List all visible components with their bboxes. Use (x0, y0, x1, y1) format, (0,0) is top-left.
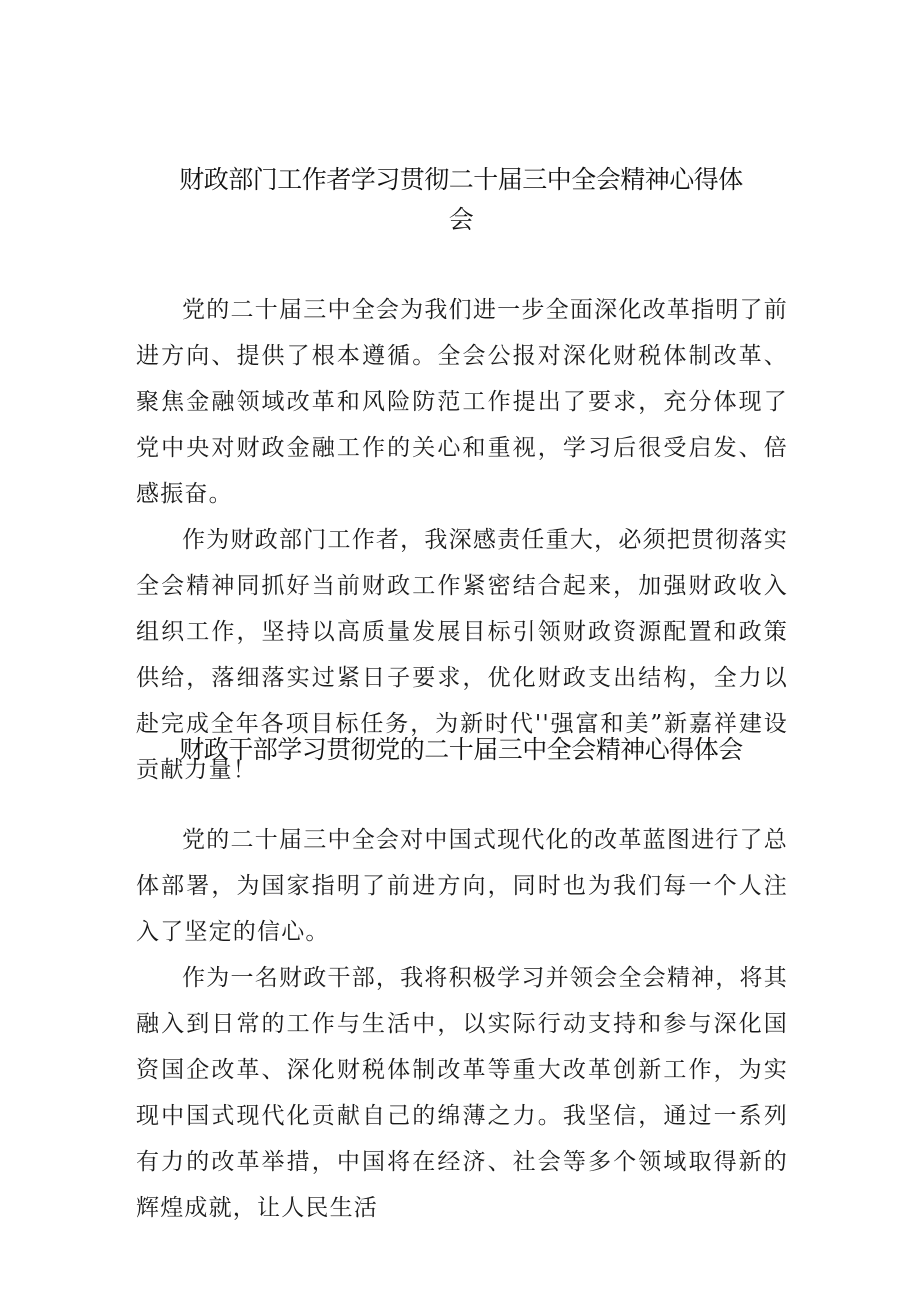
article-1-paragraph-1: 党的二十届三中全会为我们进一步全面深化改革指明了前进方向、提供了根本遵循。全会公报对深化财税体制改革、聚焦金融领域改革和风险防范工作提出了要求，充分体现了党中央对财政金融工作的关心和重视，学习后很受启发、倍感振奋。 (136, 297, 788, 507)
article-2-paragraph-1: 党的二十届三中全会对中国式现代化的改革蓝图进行了总体部署，为国家指明了前进方向，同时也为我们每一个人注入了坚定的信心。 (136, 827, 788, 945)
article-1-title-line-1: 财政部门工作者学习贯彻二十届三中全会精神心得体 (179, 165, 743, 194)
article-2-body (136, 817, 788, 1231)
article-2-title-line-1: 财政干部学习贯彻党的二十届三中全会精神心得体会 (179, 735, 743, 764)
article-1-body (136, 287, 788, 793)
article-1-title-line-2: 会 (448, 205, 474, 234)
article-2-title (136, 730, 786, 770)
article-1-paragraph-2: 作为财政部门工作者，我深感责任重大，必须把贯彻落实全会精神同抓好当前财政工作紧密结合起来，加强财政收入组织工作，坚持以高质量发展目标引领财政资源配置和政策供给，落细落实过紧日子要求，优化财政支出结构，全力以赴完成全年各项目标任务，为新时代''强富和美”新嘉祥建设贡献力量！ (136, 527, 788, 783)
article-1-title (136, 160, 786, 240)
article-2-paragraph-2: 作为一名财政干部，我将积极学习并领会全会精神，将其融入到日常的工作与生活中，以实际行动支持和参与深化国资国企改革、深化财税体制改革等重大改革创新工作，为实现中国式现代化贡献自己的绵薄之力。我坚信，通过一系列有力的改革举措，中国将在经济、社会等多个领域取得新的辉煌成就，让人民生活 (136, 965, 788, 1221)
